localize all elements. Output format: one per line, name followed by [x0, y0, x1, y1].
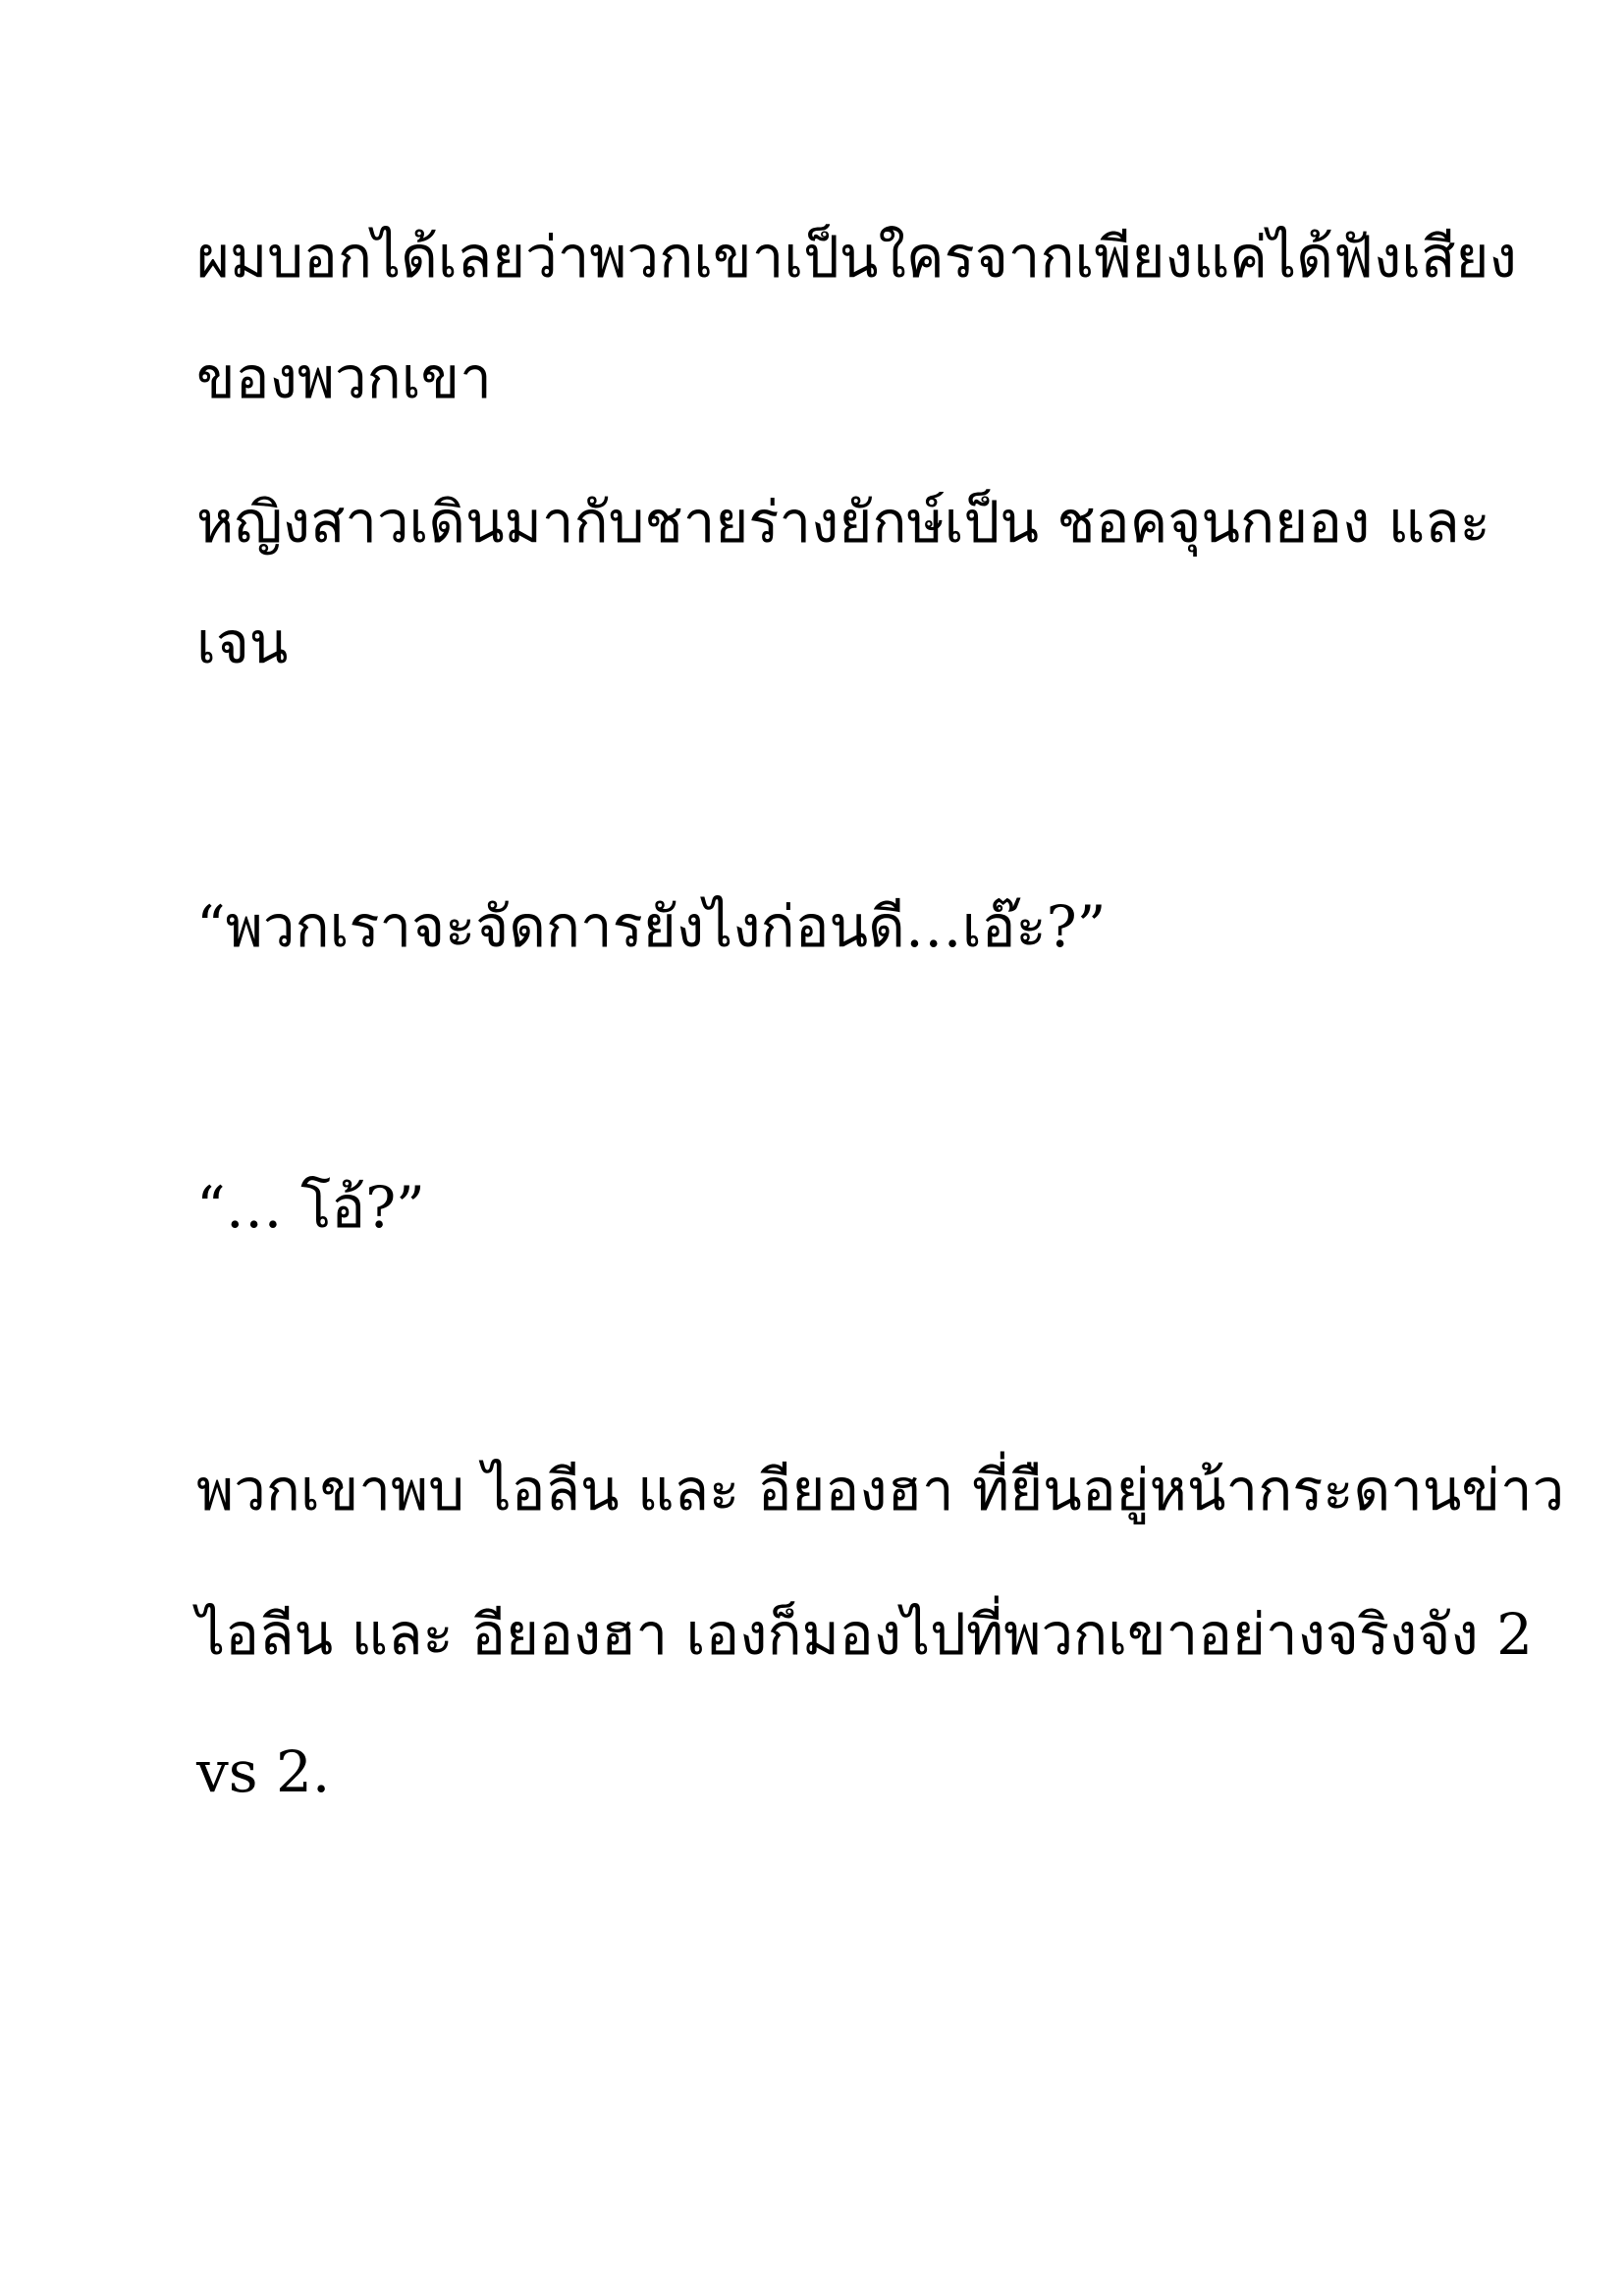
paragraph-line-4: เจน — [196, 610, 289, 676]
dialogue-line-1: “พวกเราจะจัดการยังไงก่อนดี…เอ๊ะ?” — [196, 893, 1107, 960]
paragraph-line-2: ของพวกเขา — [196, 345, 492, 411]
paragraph-line-1: ผมบอกได้เลยว่าพวกเขาเป็นใครจากเพียงแค่ได้ฟังเสียง — [196, 224, 1517, 291]
dialogue-line-2: “… โอ้?” — [196, 1174, 425, 1241]
paragraph-line-3: หญิงสาวเดินมากับชายร่างยักษ์เป็น ชอคจุนกยอง และ — [196, 489, 1490, 556]
paragraph-line-5: พวกเขาพบ ไอลีน และ อียองฮา ที่ยืนอยู่หน้ากระดานข่าว — [196, 1457, 1565, 1523]
paragraph-line-7: vs 2. — [196, 1738, 331, 1805]
paragraph-line-6: ไอลีน และ อียองฮา เองก็มองไปที่พวกเขาอย่างจริงจัง 2 — [196, 1601, 1533, 1668]
